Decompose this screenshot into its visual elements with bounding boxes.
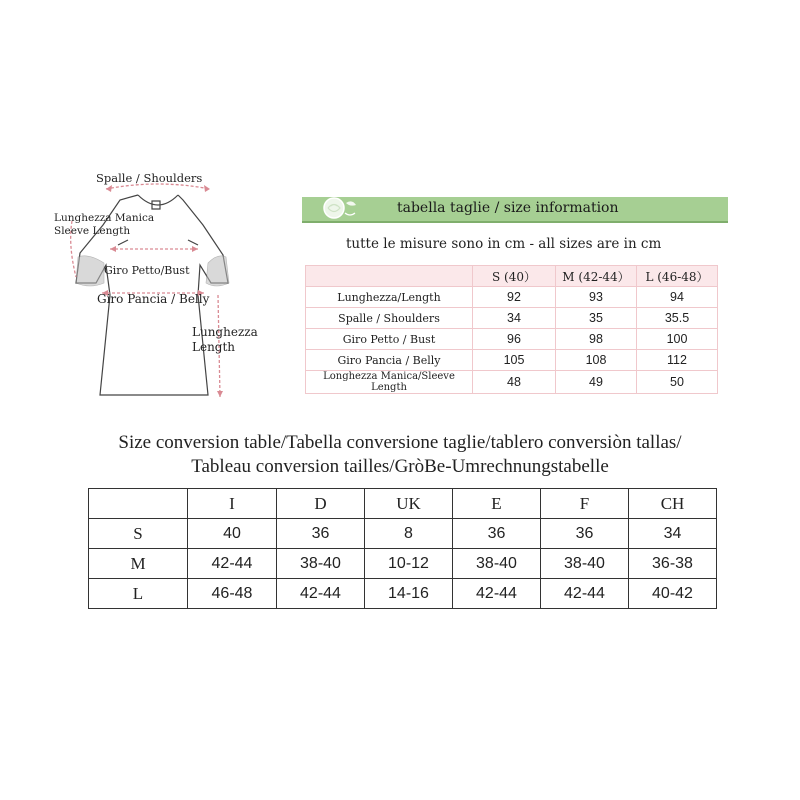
size-info-row [306,350,718,371]
size-info-col-header: S (40） [473,266,556,287]
conversion-size-label: S [89,519,188,549]
conversion-title-line2: Tableau conversion tailles/GròBe-Umrechnungstabelle [191,456,609,477]
conversion-size-label: M [89,549,188,579]
conversion-col-header: I [188,489,277,519]
size-info-cell: 93 [556,287,637,308]
conversion-cell: 40 [188,519,277,549]
size-info-cell: 50 [637,371,718,394]
size-info-cell: 105 [473,350,556,371]
conversion-size-label: L [89,579,188,609]
sleeve-length-label-it: Lunghezza Manica [54,212,155,224]
conversion-cell: 46-48 [188,579,277,609]
dress-diagram [48,165,298,410]
size-info-col-header: L (46-48） [637,266,718,287]
conversion-corner-cell [89,489,188,519]
conversion-row [89,579,717,609]
conversion-cell: 38-40 [277,549,365,579]
size-info-row-label: Spalle / Shoulders [306,308,473,329]
size-info-row [306,308,718,329]
conversion-row [89,549,717,579]
conversion-header-row [89,489,717,519]
shoulders-label: Spalle / Shoulders [96,171,203,185]
sleeve-length-label-en: Sleeve Length [54,225,131,237]
size-info-row-label: Giro Pancia / Belly [306,350,473,371]
size-info-subtitle: tutte le misure sono in cm - all sizes are in cm [346,236,662,252]
conversion-cell: 34 [629,519,717,549]
conversion-cell: 14-16 [365,579,453,609]
conversion-title-line1: Size conversion table/Tabella conversione taglie/tablero conversiòn tallas/ [118,432,682,453]
size-info-cell: 35.5 [637,308,718,329]
conversion-col-header: E [453,489,541,519]
conversion-cell: 36 [453,519,541,549]
size-info-header-row [306,266,718,287]
conversion-cell: 38-40 [541,549,629,579]
size-info-row-label: Lunghezza/Length [306,287,473,308]
conversion-cell: 40-42 [629,579,717,609]
conversion-cell: 38-40 [453,549,541,579]
conversion-cell: 42-44 [541,579,629,609]
conversion-col-header: F [541,489,629,519]
conversion-col-header: UK [365,489,453,519]
conversion-cell: 36 [541,519,629,549]
conversion-col-header: CH [629,489,717,519]
conversion-col-header: D [277,489,365,519]
size-info-cell: 112 [637,350,718,371]
size-info-cell: 100 [637,329,718,350]
size-info-cell: 96 [473,329,556,350]
conversion-cell: 36 [277,519,365,549]
size-info-col-header: M (42-44） [556,266,637,287]
size-info-row [306,371,718,394]
conversion-table [88,488,717,609]
dress-illustration [48,165,298,410]
size-info-corner-cell [306,266,473,287]
conversion-cell: 42-44 [453,579,541,609]
belly-label: Giro Pancia / Belly [97,292,210,306]
size-info-cell: 49 [556,371,637,394]
size-info-row [306,287,718,308]
size-info-banner [302,197,728,223]
size-info-row [306,329,718,350]
conversion-row [89,519,717,549]
size-info-table [305,265,718,394]
length-label-en: Length [192,340,236,354]
size-info-cell: 48 [473,371,556,394]
size-info-cell: 94 [637,287,718,308]
size-info-cell: 34 [473,308,556,329]
bust-label: Giro Petto/Bust [104,264,190,277]
size-info-row-label: Longhezza Manica/Sleeve Length [306,371,473,394]
size-info-cell: 92 [473,287,556,308]
conversion-cell: 10-12 [365,549,453,579]
size-info-row-label: Giro Petto / Bust [306,329,473,350]
size-info-cell: 35 [556,308,637,329]
length-label-it: Lunghezza [192,325,258,339]
size-info-cell: 98 [556,329,637,350]
size-info-cell: 108 [556,350,637,371]
conversion-cell: 36-38 [629,549,717,579]
size-info-title: tabella taglie / size information [397,200,619,216]
rose-icon [312,193,362,223]
conversion-cell: 42-44 [188,549,277,579]
conversion-cell: 42-44 [277,579,365,609]
conversion-cell: 8 [365,519,453,549]
